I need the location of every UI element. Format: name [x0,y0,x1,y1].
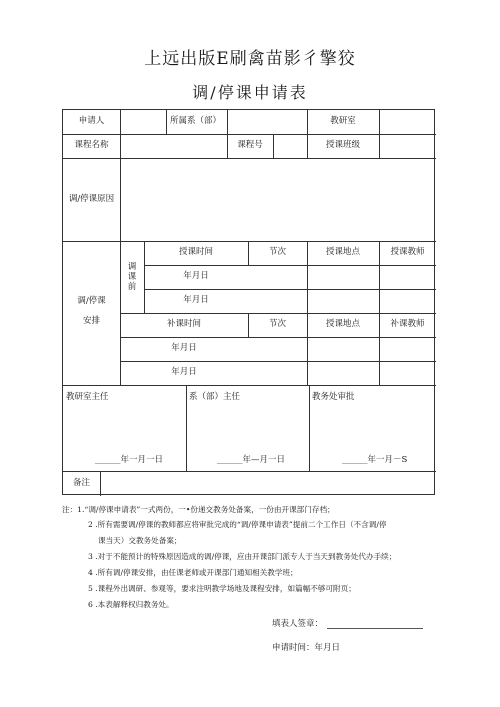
dept-head-label: 系（部）主任 [189,392,241,402]
before-date-2: 年月日 [183,295,209,305]
before-date-1: 年月日 [183,271,209,281]
dept-head-date: ______年—月一日 [217,455,286,465]
makeup-date-1: 年月日 [171,343,197,353]
note-5: 5 .课程外出调研、参观等，要求注明教学场地及课程安排，如篇幅不够可附页； [88,584,356,593]
makeup-time-head: 补课时间 [166,319,201,329]
note-2-cont: 课当天）交教务处备案； [98,536,182,545]
makeup-date-2: 年月日 [171,367,197,377]
course-no-label: 课程号 [237,140,263,150]
makeup-location-head: 授课地点 [325,319,360,329]
section-head-label: 教研室主任 [66,392,109,402]
reason-label: 调/停课原因 [68,194,115,204]
department-label: 所属系（部） [170,116,222,126]
note-4: 4 .所有调/停课安排，由任课老师或开课部门通知相关教学班； [88,568,298,577]
arrangement-label-line2: 安排 [82,316,100,326]
before-period-head: 节次 [268,247,286,257]
before-time-head: 授课时间 [178,247,213,257]
section-label: 教研室 [330,116,356,126]
arrangement-label-line1: 调/停课 [77,296,106,306]
course-name-label: 课程名称 [74,140,109,150]
before-location-head: 授课地点 [325,247,360,257]
section-head-date: ______年一月一日 [95,455,164,465]
filler-signature-label: 填表人签章： [272,619,324,629]
remark-label: 备注 [72,478,90,488]
application-form-table [62,109,435,495]
makeup-period-head: 节次 [268,319,286,329]
office-approval-date: ______年一月－S [342,455,408,465]
before-adjust-label: 调课前 [127,262,137,292]
note-3: 3 .对于不能预计的特殊原因造成的调/停课，应由开课部门派专人于当天到教务处代办手续； [88,552,397,561]
note-6: 6 .本表解释权归教务处。 [88,600,174,609]
form-title: 调/停课申请表 [192,83,308,102]
class-label: 授课班级 [325,140,360,150]
before-teacher-head: 授课教师 [390,247,425,257]
makeup-teacher-head: 补课教师 [390,319,425,329]
note-1: 注：1.“调/停课申请表”一式两份，一•份递交教务处备案，一份由开课部门存档； [62,505,335,514]
signature-line [327,619,423,629]
apply-time: 申请时间：年月日 [272,643,341,653]
school-name: 上远出版E刷禽苗影彳擎狡 [144,49,356,69]
office-approval-label: 教务处审批 [312,392,355,402]
applicant-label: 申请人 [78,116,105,126]
filler-signature [272,617,423,629]
note-2: 2 .所有需要调/停课的教师都应将审批完成的“调/停课申请表”提前二个工作日（不含调/停 [88,520,387,529]
